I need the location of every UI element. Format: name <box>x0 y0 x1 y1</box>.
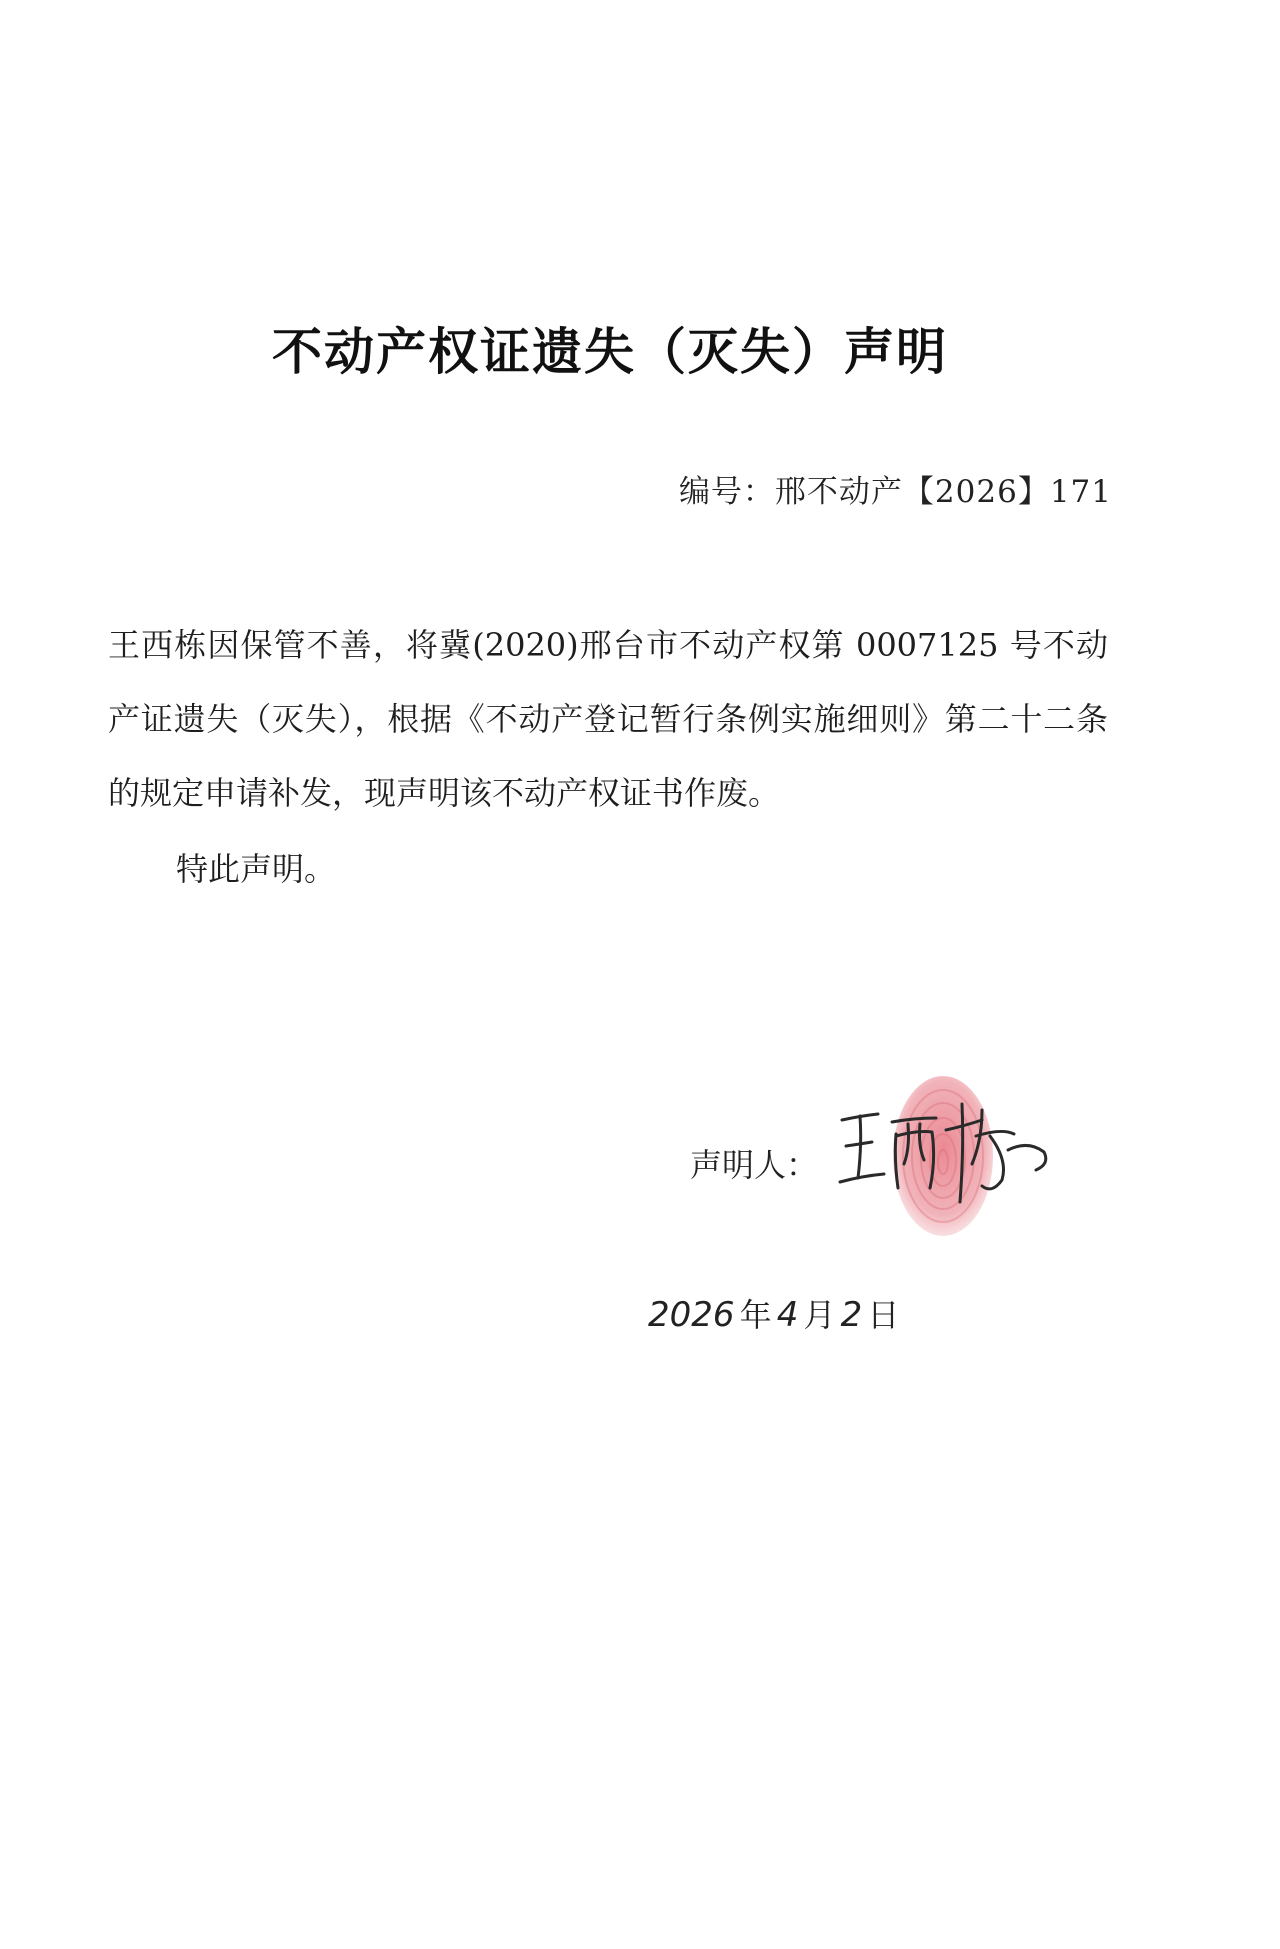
date-month: 4 <box>776 1295 799 1335</box>
document-number: 编号：邢不动产【2026】171 <box>678 474 1112 510</box>
date-year-unit: 年 <box>739 1296 772 1334</box>
document-title: 不动产权证遗失（灭失）声明 <box>272 323 948 381</box>
date-day-unit: 日 <box>867 1296 900 1334</box>
declaration-date <box>648 1290 988 1360</box>
statement-paragraph: 王西栋因保管不善，将冀(2020)邢台市不动产权第 0007125 号不动产证遗失（灭失），根据《不动产登记暂行条例实施细则》第二十二条的规定申请补发，现声明该不动产权证书作废。 <box>108 626 1108 812</box>
date-month-unit: 月 <box>803 1296 836 1334</box>
handwritten-signature <box>832 1090 1052 1210</box>
closing-statement: 特此声明。 <box>176 850 337 888</box>
declarant-label: 声明人： <box>690 1146 819 1184</box>
date-year: 2026 <box>648 1295 735 1335</box>
date-day: 2 <box>840 1295 863 1335</box>
statement-body <box>108 608 1108 830</box>
